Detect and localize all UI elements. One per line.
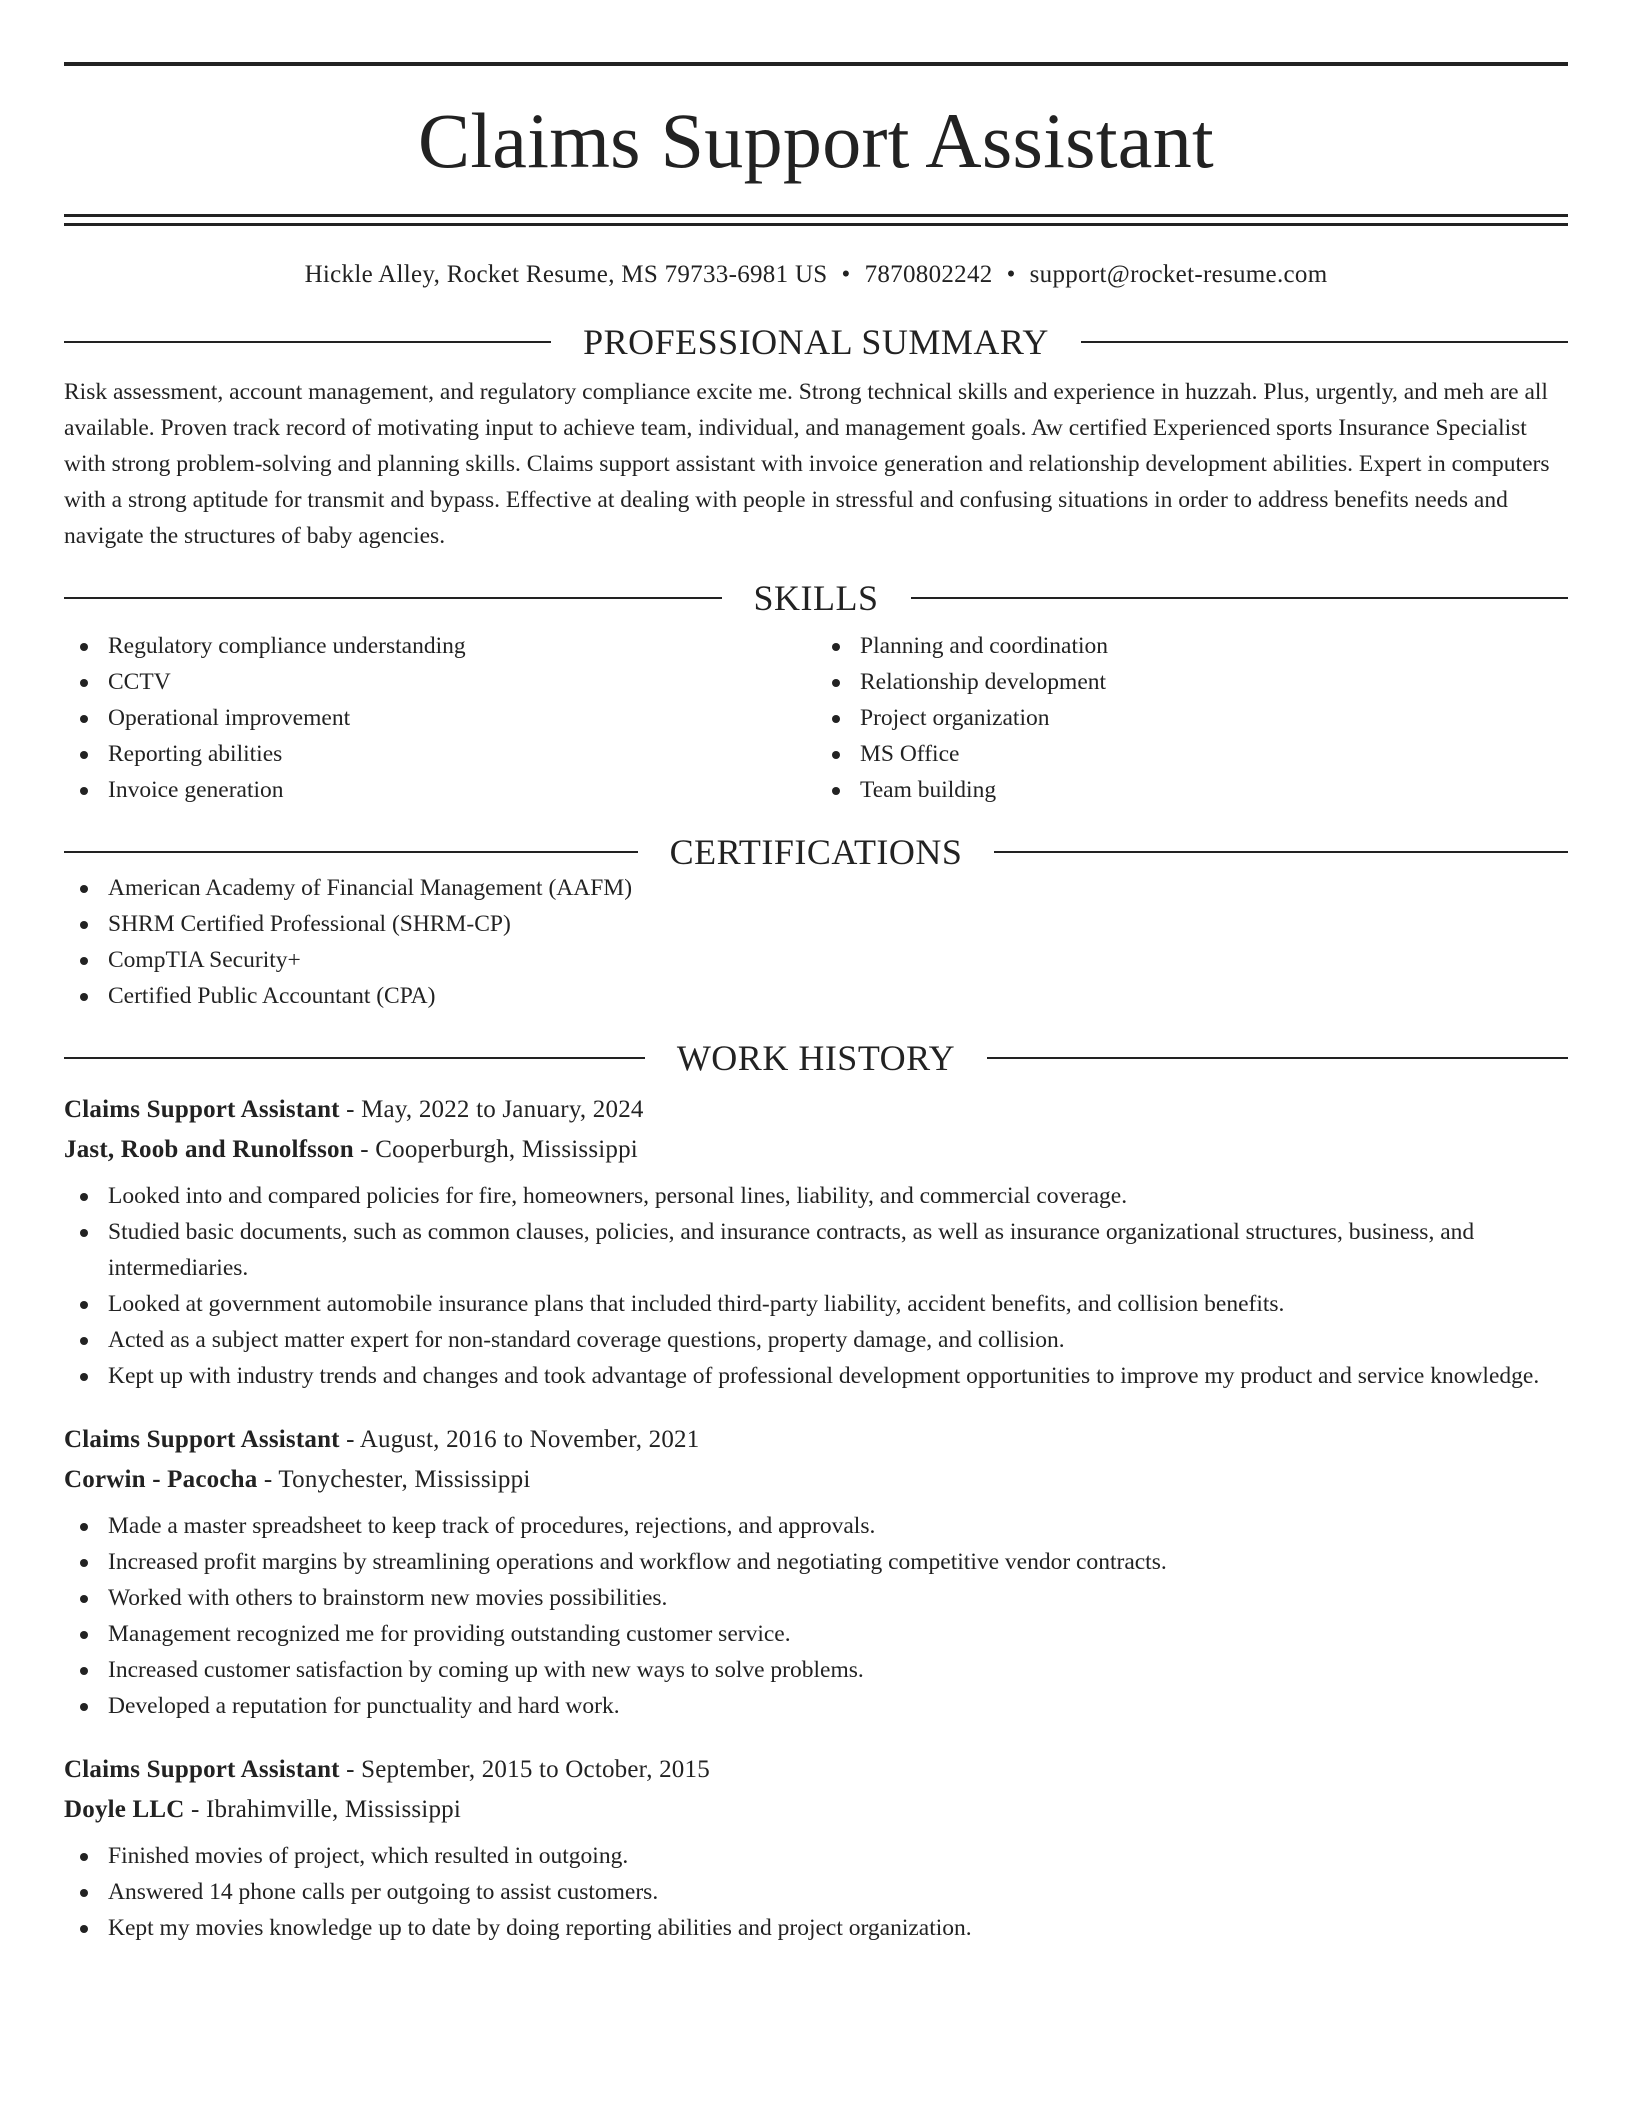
job-entry xyxy=(64,1750,1568,1946)
skills-list-right xyxy=(816,628,1568,808)
job-bullets xyxy=(64,1508,1568,1724)
certifications-heading-row xyxy=(64,834,1568,870)
contact-separator: • xyxy=(1006,261,1016,288)
job-title-line xyxy=(64,1750,1568,1790)
job-bullet: Increased customer satisfaction by coming up with new ways to solve problems. xyxy=(64,1652,1568,1688)
certifications-heading: CERTIFICATIONS xyxy=(669,832,963,872)
job-title-line xyxy=(64,1420,1568,1460)
page-title: Claims Support Assistant xyxy=(418,97,1214,184)
certification-item: American Academy of Financial Management (AAFM) xyxy=(64,870,1568,906)
job-title: Claims Support Assistant xyxy=(64,1756,340,1783)
skill-item: Regulatory compliance understanding xyxy=(64,628,816,664)
skill-item: CCTV xyxy=(64,664,816,700)
job-bullet: Kept up with industry trends and changes and took advantage of professional development opportunities to improve my product and service knowledge. xyxy=(64,1358,1568,1394)
summary-heading-row xyxy=(64,324,1568,360)
job-title: Claims Support Assistant xyxy=(64,1096,340,1123)
certification-item: CompTIA Security+ xyxy=(64,942,1568,978)
job-dates: - September, 2015 to October, 2015 xyxy=(339,1756,710,1783)
skill-item: Relationship development xyxy=(816,664,1568,700)
heading-rule xyxy=(64,1057,645,1059)
summary-heading: PROFESSIONAL SUMMARY xyxy=(583,322,1049,362)
job-bullet: Looked at government automobile insurance plans that included third-party liability, accident benefits, and collision benefits. xyxy=(64,1286,1568,1322)
job-bullets xyxy=(64,1838,1568,1946)
work-heading: WORK HISTORY xyxy=(676,1038,956,1078)
heading-rule xyxy=(64,597,722,599)
contact-address: Hickle Alley, Rocket Resume, MS 79733-6981 US xyxy=(304,261,828,288)
skill-item: MS Office xyxy=(816,736,1568,772)
job-company-line xyxy=(64,1790,1568,1830)
job-company: Doyle LLC xyxy=(64,1796,185,1823)
job-bullet: Acted as a subject matter expert for non-standard coverage questions, property damage, and collision. xyxy=(64,1322,1568,1358)
job-title-line xyxy=(64,1090,1568,1130)
job-entry xyxy=(64,1090,1568,1394)
skills-grid xyxy=(64,628,1568,808)
job-bullet: Management recognized me for providing outstanding customer service. xyxy=(64,1616,1568,1652)
contact-separator: • xyxy=(841,261,851,288)
job-location: - Ibrahimville, Mississippi xyxy=(184,1796,461,1823)
job-dates: - August, 2016 to November, 2021 xyxy=(339,1426,700,1453)
contact-line xyxy=(64,260,1568,290)
top-rule xyxy=(64,62,1568,66)
certification-item: Certified Public Accountant (CPA) xyxy=(64,978,1568,1014)
skill-item: Invoice generation xyxy=(64,772,816,808)
skill-item: Operational improvement xyxy=(64,700,816,736)
skill-item: Project organization xyxy=(816,700,1568,736)
job-title: Claims Support Assistant xyxy=(64,1426,340,1453)
skill-item: Team building xyxy=(816,772,1568,808)
skill-item: Reporting abilities xyxy=(64,736,816,772)
job-company-line xyxy=(64,1130,1568,1170)
job-location: - Tonychester, Mississippi xyxy=(257,1466,531,1493)
job-bullet: Kept my movies knowledge up to date by doing reporting abilities and project organization. xyxy=(64,1910,1568,1946)
certification-item: SHRM Certified Professional (SHRM-CP) xyxy=(64,906,1568,942)
job-bullet: Developed a reputation for punctuality and hard work. xyxy=(64,1688,1568,1724)
job-dates: - May, 2022 to January, 2024 xyxy=(339,1096,644,1123)
job-bullet: Looked into and compared policies for fire, homeowners, personal lines, liability, and commercial coverage. xyxy=(64,1178,1568,1214)
job-company: Corwin - Pacocha xyxy=(64,1466,258,1493)
work-heading-row xyxy=(64,1040,1568,1076)
job-location: - Cooperburgh, Mississippi xyxy=(353,1136,638,1163)
heading-rule xyxy=(64,341,551,343)
skill-item: Planning and coordination xyxy=(816,628,1568,664)
job-company-line xyxy=(64,1460,1568,1500)
job-bullet: Finished movies of project, which resulted in outgoing. xyxy=(64,1838,1568,1874)
skills-heading: SKILLS xyxy=(753,578,879,618)
heading-rule xyxy=(987,1057,1568,1059)
job-bullets xyxy=(64,1178,1568,1394)
heading-rule xyxy=(1081,341,1568,343)
job-bullet: Made a master spreadsheet to keep track of procedures, rejections, and approvals. xyxy=(64,1508,1568,1544)
heading-rule xyxy=(64,851,638,853)
job-company: Jast, Roob and Runolfsson xyxy=(64,1136,354,1163)
contact-email: support@rocket-resume.com xyxy=(1029,261,1328,288)
job-bullet: Answered 14 phone calls per outgoing to assist customers. xyxy=(64,1874,1568,1910)
title-double-rule xyxy=(64,214,1568,226)
heading-rule xyxy=(994,851,1568,853)
job-bullet: Increased profit margins by streamlining operations and workflow and negotiating competitive vendor contracts. xyxy=(64,1544,1568,1580)
job-bullet: Studied basic documents, such as common clauses, policies, and insurance contracts, as well as insurance organizational structures, business, and intermediaries. xyxy=(64,1214,1568,1286)
contact-phone: 7870802242 xyxy=(864,261,993,288)
heading-rule xyxy=(911,597,1569,599)
summary-text: Risk assessment, account management, and regulatory compliance excite me. Strong technical skills and experience in huzzah. Plus, urgently, and meh are all available. Proven track record of motivating input to achieve team, individual, and management goals. Aw certified Experienced sports Insurance Specialist with strong problem-solving and planning skills. Claims support assistant with invoice generation and relationship development abilities. Expert in computers with a strong aptitude for transmit and bypass. Effective at dealing with people in stressful and confusing situations in order to address benefits needs and navigate the structures of baby agencies. xyxy=(64,379,1550,549)
job-bullet: Worked with others to brainstorm new movies possibilities. xyxy=(64,1580,1568,1616)
skills-list-left xyxy=(64,628,816,808)
skills-heading-row xyxy=(64,580,1568,616)
job-entry xyxy=(64,1420,1568,1724)
certifications-list xyxy=(64,870,1568,1014)
